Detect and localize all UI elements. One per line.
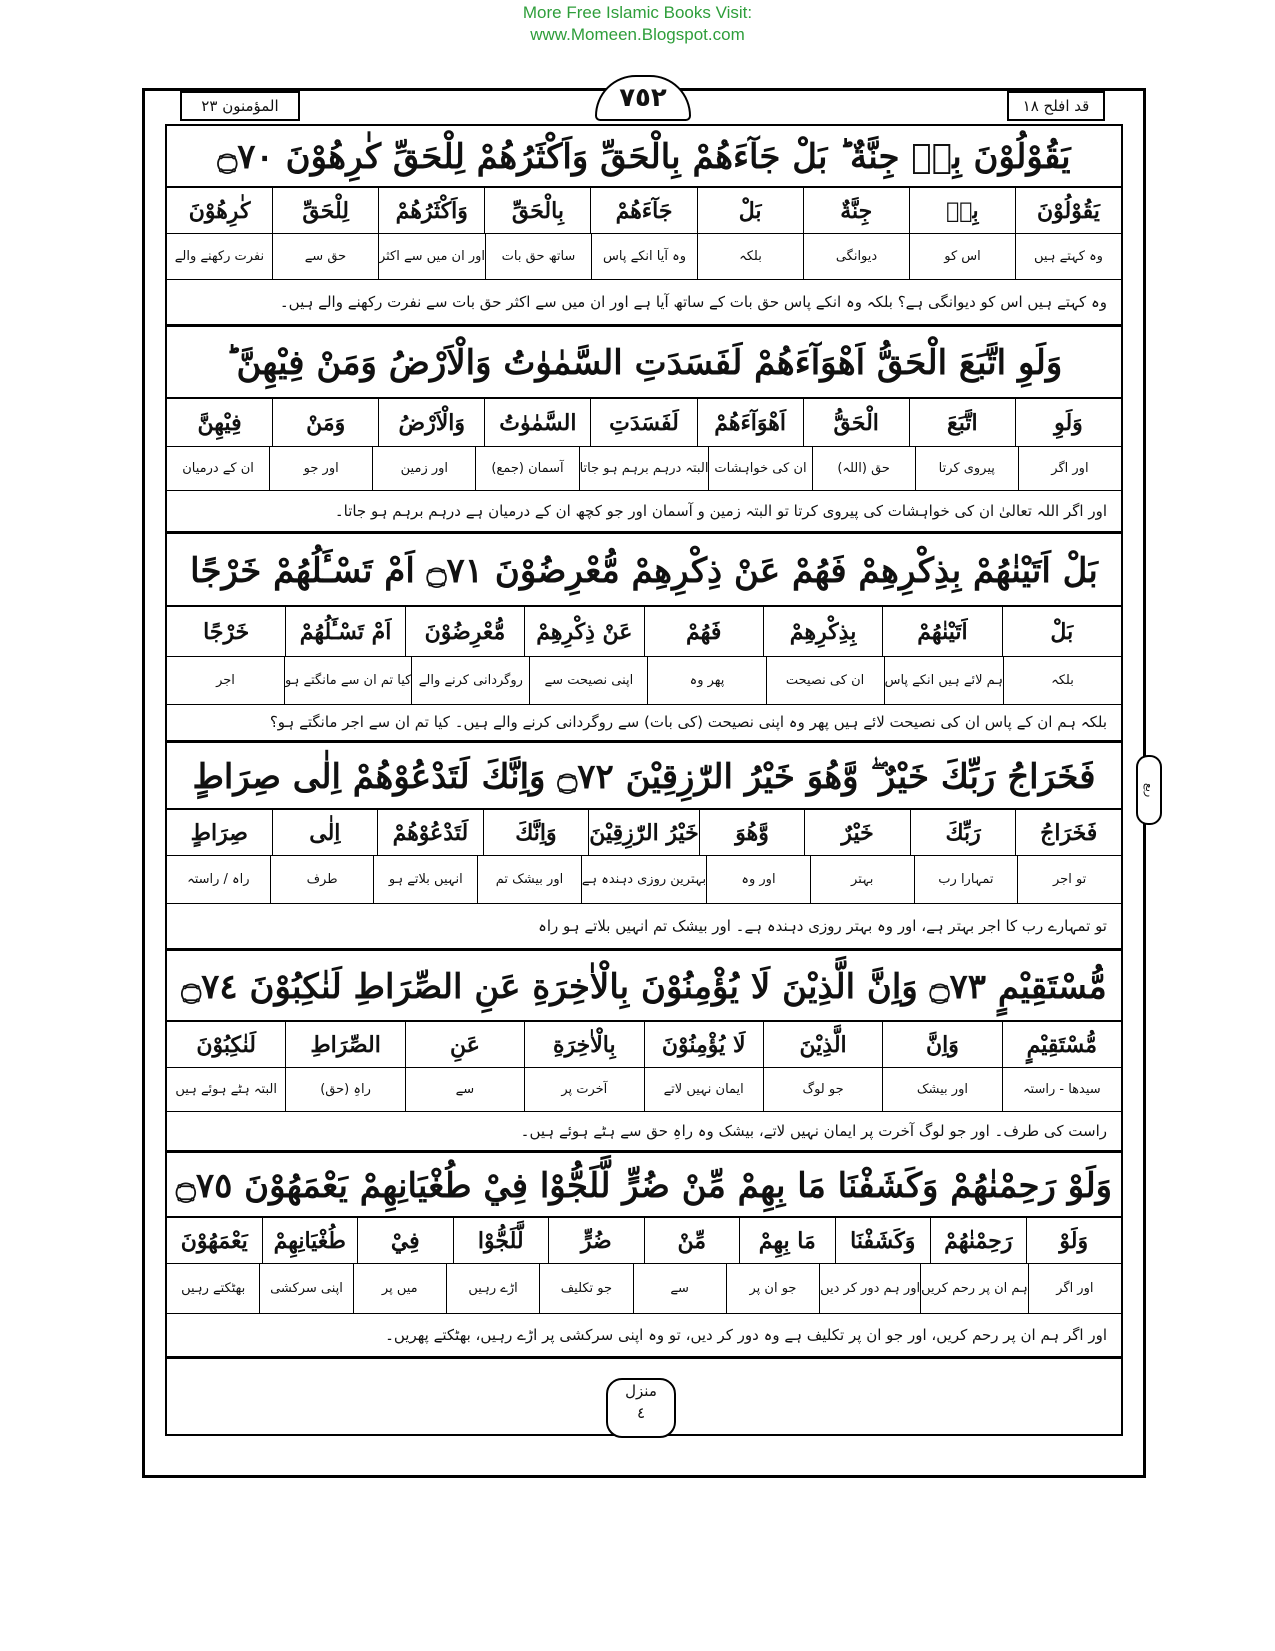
urdu-meaning: اپنی نصیحت سے (529, 657, 647, 704)
urdu-meaning: ساتھ حق بات (485, 234, 591, 279)
arabic-word: اَتَيْنٰهُمْ (882, 607, 1001, 656)
urdu-meaning: حق سے (272, 234, 378, 279)
urdu-meaning: اور ان میں سے اکثر (378, 234, 485, 279)
urdu-translation: بلکہ ہم ان کے پاس ان کی نصیحت لائے ہیں پھر وہ اپنی نصیحت (کی بات) سے روگردانی کرنے والے ہیں۔ کیا تم ان سے اجر مانگتے ہو؟ (269, 713, 1107, 731)
verse-block (167, 744, 1121, 951)
urdu-meaning: حق (اللہ) (812, 447, 915, 490)
urdu-meaning: اس کو (909, 234, 1015, 279)
arabic-word: خَيْرٌ (804, 810, 910, 855)
arabic-word: لَتَدْعُوْهُمْ (377, 810, 483, 855)
arabic-word: بَلْ (1002, 607, 1121, 656)
arabic-word: عَنِ (405, 1022, 524, 1067)
urdu-meaning: کیا تم ان سے مانگتے ہو (284, 657, 411, 704)
urdu-meaning: راہِ (حق) (285, 1068, 404, 1111)
word-row (167, 607, 1121, 657)
promo-banner (0, 2, 1275, 46)
arabic-word: لَنٰكِبُوْنَ (196, 1032, 257, 1058)
manzil-number: ٤ (636, 1404, 646, 1422)
arabic-word: مَا بِهِمْ (739, 1218, 835, 1263)
manzil-marker (606, 1378, 676, 1438)
urdu-meaning: اور بیشک (882, 1068, 1001, 1111)
urdu-meaning: ایمان نہیں لاتے (644, 1068, 763, 1111)
arabic-word: الْحَقُّ (803, 399, 909, 446)
word-row (167, 1218, 1121, 1264)
arabic-word: اتَّبَعَ (909, 399, 1015, 446)
arabic-word: لِلْحَقِّ (272, 188, 378, 233)
urdu-meaning: ان کی نصیحت (766, 657, 884, 704)
arabic-word: مُّسْتَقِيْمٍ (1002, 1022, 1121, 1067)
arabic-word: لَفَسَدَتِ (590, 399, 696, 446)
urdu-meaning: البتہ ہٹے ہوئے ہیں (175, 1082, 277, 1097)
urdu-meaning: بلکہ (697, 234, 803, 279)
arabic-word: مُّعْرِضُوْنَ (405, 607, 524, 656)
arabic-word: عَنْ ذِكْرِهِمْ (524, 607, 643, 656)
arabic-word: وَلَوْ (1026, 1218, 1122, 1263)
urdu-meaning: جو لوگ (763, 1068, 882, 1111)
urdu-meaning: سیدھا - راستہ (1002, 1068, 1121, 1111)
arabic-word: وَّهُوَ (699, 810, 805, 855)
arabic-word: وَاَكْثَرُهُمْ (378, 188, 484, 233)
urdu-meaning: پیروی کرتا (915, 447, 1018, 490)
urdu-meaning: البتہ درہم برہم ہو جاتا (579, 447, 709, 490)
arabic-word: لَّلَجُّوْا (453, 1218, 549, 1263)
arabic-verse: فَخَرَاجُ رَبِّكَ خَيْرٌ ۖ وَّهُوَ خَيْرُ الرّٰزِقِيْنَ ۝٧٢ وَاِنَّكَ لَتَدْعُوْهُمْ اِلٰى صِرَاطٍ (167, 744, 1121, 810)
urdu-meaning: دیوانگی (803, 234, 909, 279)
meaning-row (167, 657, 1121, 705)
arabic-word: وَاِنَّ (882, 1022, 1001, 1067)
word-row (167, 1022, 1121, 1068)
urdu-meaning: روگردانی کرنے والے (411, 657, 529, 704)
urdu-meaning: اور زمین (372, 447, 475, 490)
verse-block (167, 126, 1121, 327)
urdu-meaning: اڑے رہیں (446, 1264, 539, 1313)
meaning-row (167, 234, 1121, 280)
page-number: ٧٥٢ (595, 75, 691, 121)
meaning-row (167, 856, 1121, 904)
urdu-meaning: بہترین روزی دہندہ ہے (581, 856, 706, 903)
verse-block (167, 952, 1121, 1153)
arabic-word: كٰرِهُوْنَ (188, 198, 251, 224)
arabic-verse: بَلْ اَتَيْنٰهُمْ بِذِكْرِهِمْ فَهُمْ عَنْ ذِكْرِهِمْ مُّعْرِضُوْنَ ۝٧١ اَمْ تَسْـَٔلُهُمْ خَرْجًا (167, 535, 1121, 607)
arabic-word: رَحِمْنٰهُمْ (930, 1218, 1026, 1263)
meaning-row (167, 447, 1121, 491)
arabic-word: وَلَوِ (1015, 399, 1121, 446)
arabic-word: طُغْيَانِهِمْ (262, 1218, 358, 1263)
urdu-meaning: وہ آیا انکے پاس (591, 234, 697, 279)
urdu-translation: اور اگر اللہ تعالیٰ ان کی خواہشات کی پیروی کرتا تو البتہ زمین و آسمان اور جو کچھ ان کے درمیان ہے درہم برہم ہو جاتا۔ (334, 502, 1107, 520)
urdu-meaning: جو ان پر (726, 1264, 819, 1313)
arabic-word: فِيْهِنَّ (197, 410, 242, 436)
arabic-word: بَلْ (697, 188, 803, 233)
arabic-word: فِيْ (357, 1218, 453, 1263)
arabic-verse: وَلَوْ رَحِمْنٰهُمْ وَكَشَفْنَا مَا بِهِمْ مِّنْ ضُرٍّ لَّلَجُّوْا فِيْ طُغْيَانِهِمْ يَعْمَهُوْنَ ۝٧٥ (167, 1154, 1121, 1218)
arabic-word: وَمَنْ (272, 399, 378, 446)
arabic-verse: يَقُوْلُوْنَ بِهٖ جِنَّةٌ ؕ بَلْ جَآءَهُمْ بِالْحَقِّ وَاَكْثَرُهُمْ لِلْحَقِّ كٰرِهُوْنَ ۝٧٠ (167, 126, 1121, 188)
urdu-translation: تو تمہارے رب کا اجر بہتر ہے، اور وہ بہتر روزی دہندہ ہے۔ اور بیشک تم انہیں بلاتے ہو راہ (538, 917, 1107, 935)
urdu-meaning: سے (633, 1264, 726, 1313)
arabic-word: جَآءَهُمْ (590, 188, 696, 233)
meaning-row (167, 1264, 1121, 1314)
urdu-meaning: آخرت پر (524, 1068, 643, 1111)
urdu-meaning: طرف (270, 856, 374, 903)
promo-link[interactable]: www.Momeen.Blogspot.com (530, 25, 745, 44)
urdu-meaning: اور اگر (1018, 447, 1121, 490)
urdu-meaning: وہ کہتے ہیں (1015, 234, 1121, 279)
arabic-word: جِنَّةٌ (803, 188, 909, 233)
urdu-meaning: بلکہ (1003, 657, 1121, 704)
arabic-word: فَهُمْ (644, 607, 763, 656)
arabic-word: الَّذِيْنَ (763, 1022, 882, 1067)
manzil-label: منزل (625, 1382, 657, 1400)
urdu-meaning: اپنی سرکشی (259, 1264, 352, 1313)
urdu-meaning: میں پر (353, 1264, 446, 1313)
urdu-meaning: اور وہ (706, 856, 810, 903)
arabic-verse: مُّسْتَقِيْمٍ ۝٧٣ وَاِنَّ الَّذِيْنَ لَا يُؤْمِنُوْنَ بِالْاٰخِرَةِ عَنِ الصِّرَاطِ لَنٰكِبُوْنَ ۝٧٤ (167, 952, 1121, 1022)
arabic-word: بِالْاٰخِرَةِ (524, 1022, 643, 1067)
urdu-meaning: تو اجر (1017, 856, 1121, 903)
arabic-word: وَالْاَرْضُ (378, 399, 484, 446)
urdu-meaning: آسمان (جمع) (475, 447, 578, 490)
arabic-word: لَا يُؤْمِنُوْنَ (644, 1022, 763, 1067)
arabic-word: ضُرٍّ (548, 1218, 644, 1263)
urdu-meaning: بہتر (810, 856, 914, 903)
arabic-word: اِلٰى (272, 810, 378, 855)
urdu-meaning: پھر وہ (647, 657, 765, 704)
urdu-meaning: راہ / راستہ (187, 872, 250, 887)
arabic-word: وَاِنَّكَ (483, 810, 589, 855)
ruku-marker: ربع (1136, 755, 1162, 825)
urdu-meaning: نفرت رکھنے والے (174, 249, 265, 264)
arabic-word: خَرْجًا (203, 619, 250, 645)
arabic-word: صِرَاطٍ (190, 820, 248, 846)
juz-header: قد افلح ١٨ (1007, 91, 1105, 121)
urdu-meaning: جو تکلیف (539, 1264, 632, 1313)
arabic-word: خَيْرُ الرّٰزِقِيْنَ (588, 810, 699, 855)
urdu-translation: راست کی طرف۔ اور جو لوگ آخرت پر ایمان نہیں لاتے، بیشک وہ راہِ حق سے ہٹے ہوئے ہیں۔ (520, 1122, 1107, 1140)
urdu-meaning: بھٹکتے رہیں (181, 1281, 246, 1296)
arabic-word: اَهْوَآءَهُمْ (697, 399, 803, 446)
verse-block (167, 1154, 1121, 1359)
arabic-word: يَعْمَهُوْنَ (180, 1228, 248, 1254)
arabic-word: السَّمٰوٰتُ (484, 399, 590, 446)
arabic-word: اَمْ تَسْـَٔلُهُمْ (285, 607, 404, 656)
arabic-word: رَبِّكَ (910, 810, 1016, 855)
verse-block (167, 327, 1121, 534)
urdu-meaning: تمہارا رب (914, 856, 1018, 903)
arabic-word: بِهٖ (909, 188, 1015, 233)
urdu-meaning: ان کے درمیان (182, 461, 254, 476)
urdu-meaning: ہم ان پر رحم کریں (920, 1264, 1028, 1313)
arabic-word: بِالْحَقِّ (484, 188, 590, 233)
arabic-word: فَخَرَاجُ (1015, 810, 1121, 855)
word-row (167, 188, 1121, 234)
urdu-translation: وہ کہتے ہیں اس کو دیوانگی ہے؟ بلکہ وہ انکے پاس حق بات کے ساتھ آیا ہے اور ان میں سے اکثر حق بات سے نفرت رکھنے والے ہیں۔ (279, 293, 1107, 311)
word-row (167, 399, 1121, 447)
arabic-word: بِذِكْرِهِمْ (763, 607, 882, 656)
urdu-meaning: اور جو (269, 447, 372, 490)
urdu-meaning: اور بیشک تم (477, 856, 581, 903)
urdu-meaning: اور اگر (1028, 1264, 1121, 1313)
urdu-meaning: انہیں بلاتے ہو (373, 856, 477, 903)
urdu-meaning: ان کی خواہشات (708, 447, 811, 490)
urdu-meaning: اور ہم دور کر دیں (819, 1264, 920, 1313)
arabic-word: الصِّرَاطِ (285, 1022, 404, 1067)
arabic-word: يَقُوْلُوْنَ (1015, 188, 1121, 233)
word-row (167, 810, 1121, 856)
verse-block (167, 535, 1121, 743)
urdu-meaning: سے (405, 1068, 524, 1111)
promo-line-1: More Free Islamic Books Visit: (522, 3, 753, 22)
arabic-word: مِّنْ (644, 1218, 740, 1263)
meaning-row (167, 1068, 1121, 1112)
arabic-verse: وَلَوِ اتَّبَعَ الْحَقُّ اَهْوَآءَهُمْ لَفَسَدَتِ السَّمٰوٰتُ وَالْاَرْضُ وَمَنْ فِيْهِنَّ ؕ (167, 327, 1121, 399)
surah-header: المؤمنون ٢٣ (180, 91, 300, 121)
urdu-meaning: ہم لائے ہیں انکے پاس (884, 657, 1003, 704)
urdu-translation: اور اگر ہم ان پر رحم کریں، اور جو ان پر تکلیف ہے وہ دور کر دیں، تو وہ اپنی سرکشی پر اڑے رہیں، بھٹکتے پھریں۔ (385, 1326, 1107, 1344)
urdu-meaning: اجر (216, 673, 235, 688)
arabic-word: وَكَشَفْنَا (835, 1218, 931, 1263)
